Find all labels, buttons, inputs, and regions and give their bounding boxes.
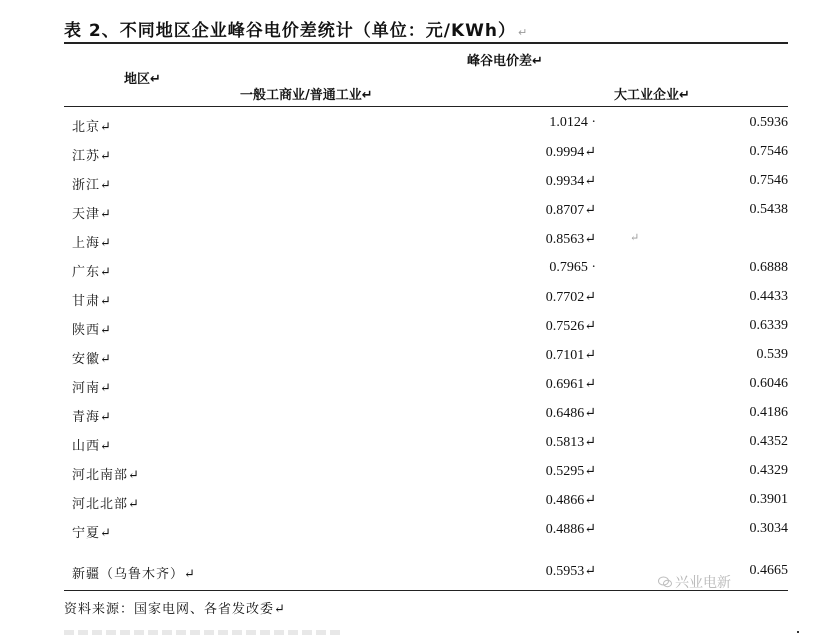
table-row (0, 112, 816, 141)
table-title-text: 表 2、不同地区企业峰谷电价差统计（单位：元/KWh） (64, 21, 516, 41)
header-region: 地区↵ (124, 72, 161, 87)
header-group-label: 峰谷电价差↵ (467, 54, 543, 69)
header-large-industry: 大工业企业↵ (614, 88, 690, 103)
region-cell: 天津↵ (72, 207, 112, 222)
table-row (0, 518, 816, 547)
cell-return-mark: ↵ (630, 231, 640, 244)
region-cell: 安徽↵ (72, 352, 112, 367)
general-industry-value: 0.9934↵ (545, 174, 596, 189)
large-industry-value: 0.6046 (749, 376, 788, 391)
table-row (0, 489, 816, 518)
faded-next-line (64, 630, 344, 635)
table-row (0, 431, 816, 460)
return-mark: ↵ (517, 26, 529, 39)
table-body (0, 112, 816, 591)
table-row (0, 170, 816, 199)
region-cell: 河北南部↵ (72, 468, 140, 483)
corner-dot (797, 631, 799, 633)
table-row (0, 315, 816, 344)
region-cell: 甘肃↵ (72, 294, 112, 309)
general-industry-value: 0.6961↵ (545, 377, 596, 392)
source-note: 资料来源：国家电网、各省发改委↵ (64, 602, 286, 617)
watermark (658, 572, 731, 592)
large-industry-value: 0.5438 (749, 202, 788, 217)
table-row (0, 344, 816, 373)
wechat-icon (658, 576, 672, 588)
general-industry-value: 0.7702↵ (545, 290, 596, 305)
general-industry-value: 1.0124 · (549, 115, 596, 130)
table-top-rule (64, 42, 788, 44)
large-industry-value: 0.7546 (749, 144, 788, 159)
table-row (0, 257, 816, 286)
table-row (0, 228, 816, 257)
table-row (0, 373, 816, 402)
general-industry-value: 0.9994↵ (545, 145, 596, 160)
large-industry-value: 0.3034 (749, 521, 788, 536)
region-cell: 宁夏↵ (72, 526, 112, 541)
general-industry-value: 0.5953↵ (545, 564, 596, 579)
region-cell: 江苏↵ (72, 149, 112, 164)
region-cell: 河北北部↵ (72, 497, 140, 512)
large-industry-value: 0.6888 (749, 260, 788, 275)
general-industry-value: 0.8563↵ (545, 232, 596, 247)
header-general-industry: 一般工商业/普通工业↵ (240, 88, 373, 103)
table-row (0, 286, 816, 315)
region-cell: 浙江↵ (72, 178, 112, 193)
watermark-text: 兴业电新 (675, 575, 731, 591)
region-cell: 新疆（乌鲁木齐）↵ (72, 567, 196, 582)
region-cell: 北京↵ (72, 120, 112, 135)
general-industry-value: 0.6486↵ (545, 406, 596, 421)
region-cell: 广东↵ (72, 265, 112, 280)
region-cell: 陕西↵ (72, 323, 112, 338)
table-row (0, 199, 816, 228)
general-industry-value: 0.7965 · (549, 260, 596, 275)
large-industry-value: 0.4329 (749, 463, 788, 478)
table-bottom-rule (64, 590, 788, 591)
table-title (64, 16, 528, 41)
large-industry-value: 0.3901 (749, 492, 788, 507)
large-industry-value: 0.539 (756, 347, 788, 362)
table-row (0, 460, 816, 489)
general-industry-value: 0.8707↵ (545, 203, 596, 218)
large-industry-value: 0.4665 (749, 563, 788, 578)
general-industry-value: 0.5813↵ (545, 435, 596, 450)
general-industry-value: 0.7526↵ (545, 319, 596, 334)
large-industry-value: 0.4433 (749, 289, 788, 304)
general-industry-value: 0.4886↵ (545, 522, 596, 537)
large-industry-value: 0.5936 (749, 115, 788, 130)
table-row (0, 141, 816, 170)
general-industry-value: 0.4866↵ (545, 493, 596, 508)
region-cell: 青海↵ (72, 410, 112, 425)
region-cell: 河南↵ (72, 381, 112, 396)
general-industry-value: 0.7101↵ (545, 348, 596, 363)
table-row (0, 402, 816, 431)
large-industry-value: 0.4186 (749, 405, 788, 420)
header-bottom-rule (64, 106, 788, 107)
region-cell: 上海↵ (72, 236, 112, 251)
large-industry-value: 0.6339 (749, 318, 788, 333)
general-industry-value: 0.5295↵ (545, 464, 596, 479)
large-industry-value: 0.4352 (749, 434, 788, 449)
region-cell: 山西↵ (72, 439, 112, 454)
large-industry-value: 0.7546 (749, 173, 788, 188)
